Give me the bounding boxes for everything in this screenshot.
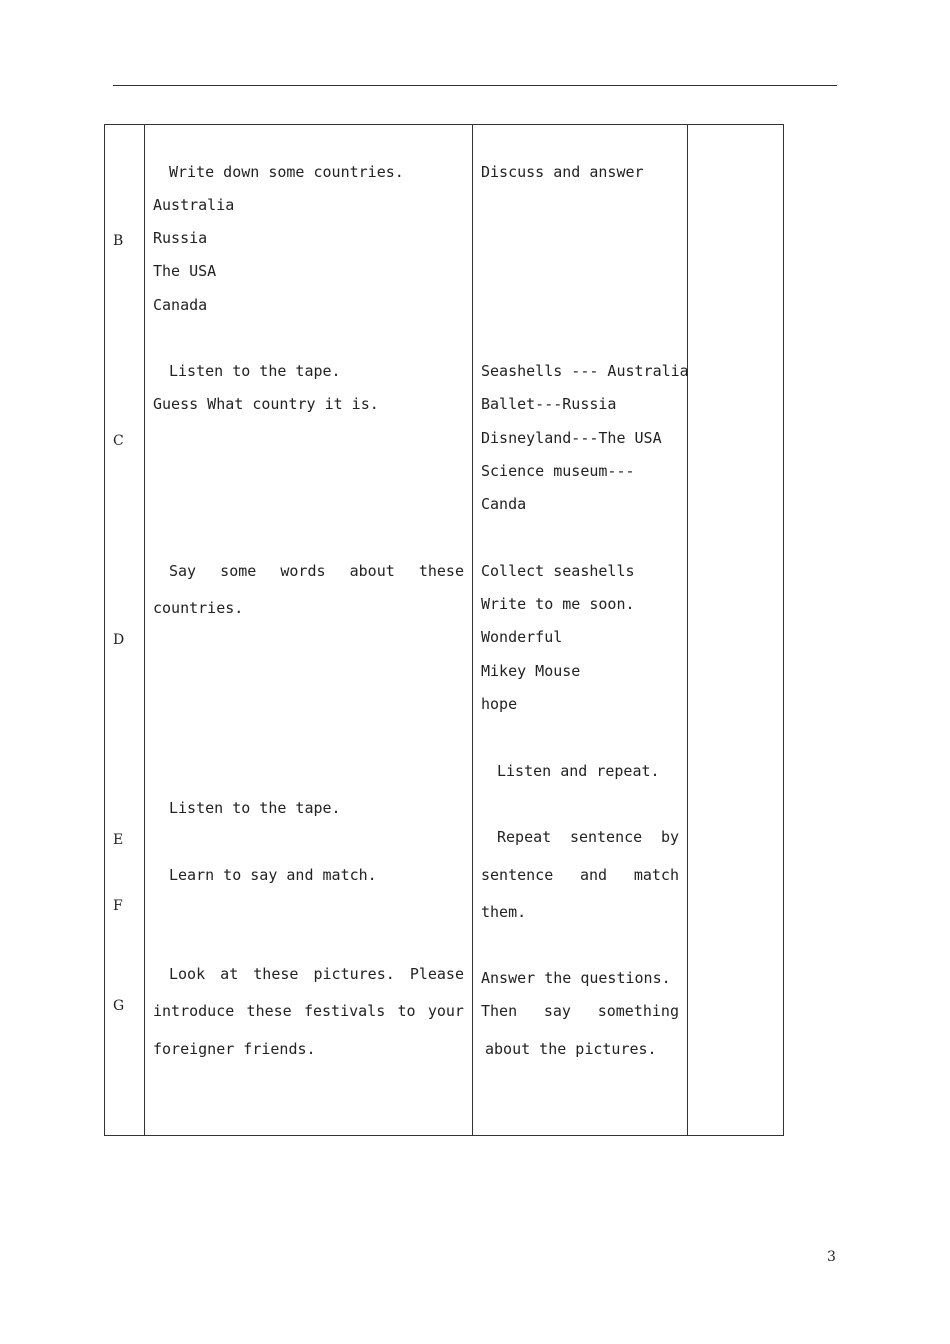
student-activity-text: Answer the questions. [481,969,671,987]
word: Look [169,965,206,983]
teacher-activity-text: Write down some countries. [169,163,404,181]
teacher-activity-text: Listen to the tape. [169,799,341,817]
word: some [220,562,257,580]
teacher-activity-text: Canada [153,296,208,314]
word: these [246,1002,292,1020]
student-activity-text: Write to me soon. [481,595,635,613]
word: introduce [153,1002,235,1020]
word: these [253,965,299,983]
word: about [349,562,395,580]
student-activity-text: Discuss and answer [481,163,644,181]
word: Please [409,965,464,983]
step-label-g: G [113,998,125,1014]
teacher-activity-text: Russia [153,229,208,247]
word: sentence [569,828,643,846]
word: something [597,1002,679,1020]
word: match [633,866,679,884]
word: by [660,828,679,846]
word: pictures. [313,965,395,983]
teacher-activity-text: foreigner friends. [153,1040,316,1058]
word: Say [169,562,197,580]
teacher-activity-text: The USA [153,262,217,280]
step-label-f: F [113,898,123,914]
student-activity-line [481,1002,679,1020]
teacher-activity-text: Guess What country it is. [153,395,379,413]
word: these [418,562,464,580]
student-activity-text: them. [481,903,527,921]
teacher-activity-text: countries. [153,599,244,617]
column-divider [472,125,473,1135]
student-activity-text: Seashells --- Australia [481,362,689,380]
student-activity-text: hope [481,695,518,713]
student-activity-line [481,866,679,884]
step-label-b: B [113,233,124,249]
step-label-e: E [113,832,124,848]
teacher-activity-text: Learn to say and match. [169,866,377,884]
word: your [427,1002,464,1020]
header-rule [113,85,837,86]
page-number: 3 [827,1249,836,1265]
word: say [543,1002,571,1020]
column-divider [687,125,688,1135]
student-activity-text: Listen and repeat. [497,762,660,780]
word: Then [481,1002,518,1020]
student-activity-text: Mikey Mouse [481,662,581,680]
word: sentence [481,866,554,884]
teacher-activity-line [153,1002,464,1020]
teacher-activity-text: Australia [153,196,235,214]
student-activity-text: Ballet---Russia [481,395,617,413]
word: and [580,866,608,884]
word: at [220,965,239,983]
step-label-c: C [113,433,124,449]
word: Repeat [497,828,552,846]
step-label-d: D [113,632,125,648]
student-activity-text: about the pictures. [485,1040,657,1058]
word: words [280,562,326,580]
teacher-activity-text: Listen to the tape. [169,362,341,380]
student-activity-text: Disneyland---The USA [481,429,662,447]
teacher-activity-line [169,562,464,580]
student-activity-text: Wonderful [481,628,563,646]
word: to [397,1002,416,1020]
student-activity-line [497,828,679,846]
student-activity-text: Canda [481,495,527,513]
word: festivals [303,1002,386,1020]
column-divider [144,125,145,1135]
teacher-activity-line [169,965,464,983]
student-activity-text: Collect seashells [481,562,635,580]
student-activity-text: Science museum--- [481,462,635,480]
